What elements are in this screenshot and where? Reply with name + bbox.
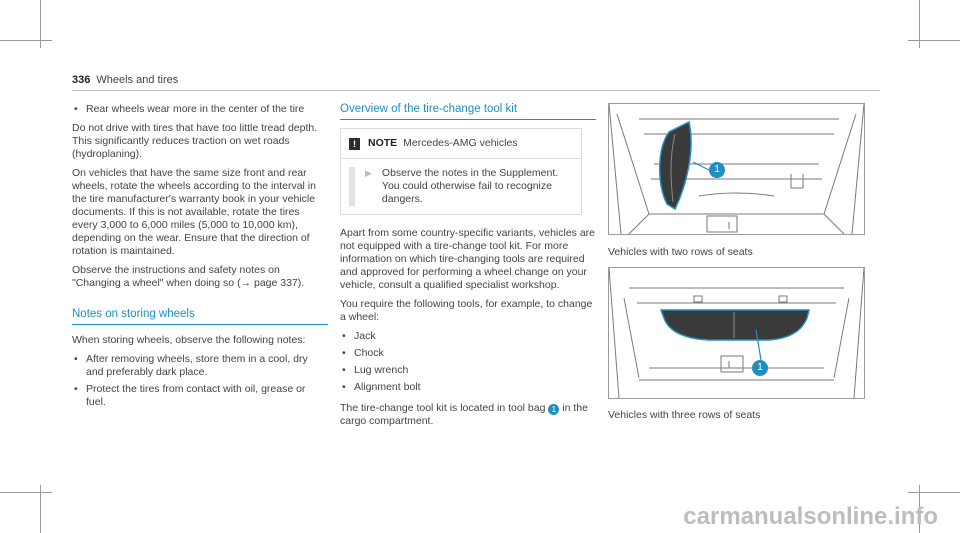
bullet-icon: • xyxy=(74,383,78,395)
bullet-icon: • xyxy=(342,347,346,359)
header-rule xyxy=(72,90,880,91)
paragraph: When storing wheels, observe the following notes: xyxy=(72,334,306,346)
image-caption: Vehicles with two rows of seats xyxy=(608,246,753,258)
page-number: 336 xyxy=(72,74,91,86)
cargo-compartment-drawing xyxy=(609,104,864,234)
paragraph: You require the following tools, for example, to change a wheel: xyxy=(340,298,593,323)
note-box xyxy=(340,128,582,215)
paragraph: Do not drive with tires that have too little tread depth. This significantly reduces traction on wet roads (hydroplaning). xyxy=(72,122,318,160)
list-item xyxy=(340,381,596,394)
crop-mark xyxy=(0,492,52,493)
list-item xyxy=(72,383,328,409)
callout-badge: 1 xyxy=(709,162,725,178)
paragraph-text: The tire-change tool kit is located in tool bag xyxy=(340,402,546,414)
note-text: Observe the notes in the Supplement. You could otherwise fail to recognize dangers. xyxy=(381,167,559,205)
callout-badge: 1 xyxy=(548,404,559,415)
heading-rule xyxy=(340,119,596,120)
bullet-icon: • xyxy=(342,364,346,376)
note-side-bar xyxy=(349,167,355,206)
list-item-text: Alignment bolt xyxy=(354,381,421,393)
cargo-compartment-drawing xyxy=(609,268,864,398)
section-title: Wheels and tires xyxy=(96,74,179,86)
section-heading: Overview of the tire-change tool kit xyxy=(340,103,518,115)
cargo-illustration-three-rows xyxy=(608,267,865,399)
list-item xyxy=(340,347,596,360)
bullet-icon: • xyxy=(342,330,346,342)
crop-mark xyxy=(908,40,960,41)
list-item xyxy=(72,103,328,116)
page-header xyxy=(72,74,178,86)
paragraph: On vehicles that have the same size front and rear wheels, rotate the wheels according to the interval in the tire manufacturer's warranty book in your vehicle documents. If this is not available, rotate the tires every 3,000 to 6,000 miles (5,000 to 10,000 km), depending on the wear. Ensure that the direction of rotation is maintained. xyxy=(72,167,316,257)
list-item xyxy=(340,364,596,377)
crop-mark xyxy=(0,40,52,41)
bullet-icon: • xyxy=(74,103,78,115)
heading-rule xyxy=(72,324,328,325)
watermark: carmanualsonline.info xyxy=(683,503,938,530)
list-item-text: Rear wheels wear more in the center of the tire xyxy=(86,103,305,115)
paragraph: Observe the instructions and safety notes on "Changing a wheel" when doing so (→ page 337). xyxy=(72,264,305,289)
note-header xyxy=(341,129,581,159)
list-item xyxy=(340,330,596,343)
note-label: NOTE xyxy=(368,137,398,149)
cargo-illustration-two-rows xyxy=(608,103,865,235)
list-item xyxy=(72,353,328,379)
note-body xyxy=(341,159,581,214)
list-item-text: Protect the tires from contact with oil, grease or fuel. xyxy=(86,383,306,408)
list-item-text: Jack xyxy=(354,330,376,342)
image-caption: Vehicles with three rows of seats xyxy=(608,409,761,421)
column-middle xyxy=(340,103,596,434)
paragraph: Apart from some country-specific variants, vehicles are not equipped with a tire-change tool kit. For more information on which tire-changing tools are required and approved for performing a wheel change on your vehicle, consult a qualified specialist workshop. xyxy=(340,227,596,291)
list-item-text: After removing wheels, store them in a cool, dry and preferably dark place. xyxy=(86,353,308,378)
bullet-icon: • xyxy=(342,381,346,393)
play-arrow-icon: ▶ xyxy=(365,168,372,178)
bullet-icon: • xyxy=(74,353,78,365)
list-item-text: Chock xyxy=(354,347,384,359)
column-left xyxy=(72,103,328,413)
warning-icon: ! xyxy=(349,138,360,150)
list-item-text: Lug wrench xyxy=(354,364,409,376)
paragraph-text: in the cargo compartment. xyxy=(340,402,588,427)
paragraph xyxy=(340,402,596,428)
section-heading: Notes on storing wheels xyxy=(72,308,195,320)
note-title: Mercedes-AMG vehicles xyxy=(403,137,518,149)
callout-badge: 1 xyxy=(752,360,768,376)
crop-mark xyxy=(908,492,960,493)
section-heading-block xyxy=(72,308,328,325)
